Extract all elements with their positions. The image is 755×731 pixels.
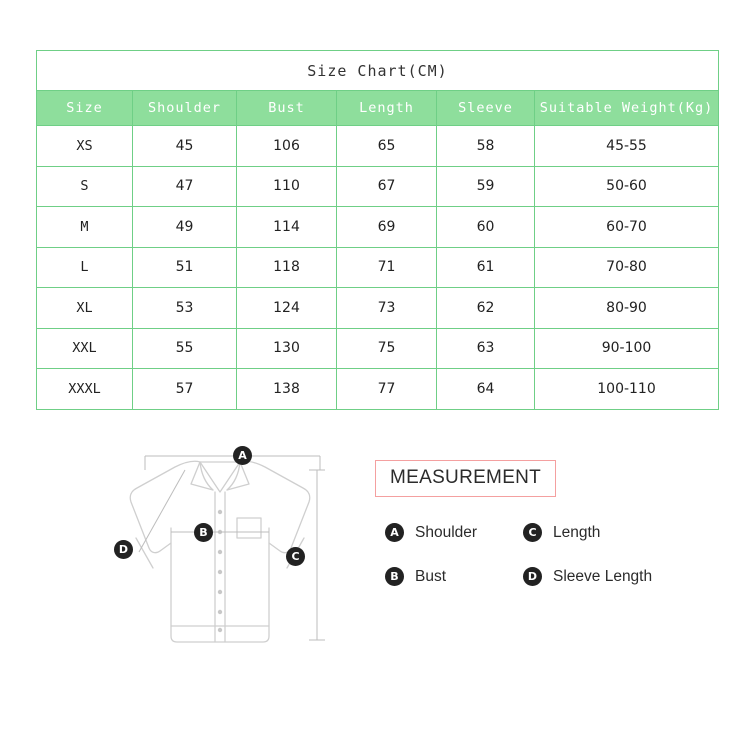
cell-size: XXXL <box>37 369 133 410</box>
cell-weight: 90-100 <box>535 328 719 369</box>
cell-size: L <box>37 247 133 288</box>
legend-item-length <box>523 523 600 542</box>
marker-a: A <box>233 446 252 465</box>
marker-b: B <box>194 523 213 542</box>
size-chart-table <box>36 50 719 410</box>
cell-bust: 114 <box>237 207 337 248</box>
cell-sleeve: 60 <box>437 207 535 248</box>
table-row <box>37 288 719 329</box>
legend-badge-b: B <box>385 567 404 586</box>
cell-size: XL <box>37 288 133 329</box>
table-row <box>37 328 719 369</box>
cell-sleeve: 58 <box>437 126 535 167</box>
cell-bust: 118 <box>237 247 337 288</box>
column-header-size: Size <box>37 91 133 126</box>
cell-weight: 80-90 <box>535 288 719 329</box>
cell-length: 71 <box>337 247 437 288</box>
table-row <box>37 166 719 207</box>
table-title-row <box>37 51 719 91</box>
legend-badge-c: C <box>523 523 542 542</box>
shirt-svg <box>105 440 335 690</box>
cell-sleeve: 61 <box>437 247 535 288</box>
cell-length: 77 <box>337 369 437 410</box>
cell-length: 67 <box>337 166 437 207</box>
cell-shoulder: 47 <box>133 166 237 207</box>
cell-weight: 70-80 <box>535 247 719 288</box>
cell-bust: 124 <box>237 288 337 329</box>
cell-sleeve: 63 <box>437 328 535 369</box>
marker-c: C <box>286 547 305 566</box>
cell-weight: 100-110 <box>535 369 719 410</box>
cell-size: XS <box>37 126 133 167</box>
table-row <box>37 126 719 167</box>
column-header-weight: Suitable Weight(Kg) <box>535 91 719 126</box>
legend-badge-a: A <box>385 523 404 542</box>
table-row <box>37 247 719 288</box>
column-header-sleeve: Sleeve <box>437 91 535 126</box>
cell-shoulder: 53 <box>133 288 237 329</box>
cell-length: 69 <box>337 207 437 248</box>
table-row <box>37 369 719 410</box>
legend-item-sleeve-length <box>523 567 652 586</box>
cell-sleeve: 59 <box>437 166 535 207</box>
cell-size: S <box>37 166 133 207</box>
measurement-legend <box>375 523 705 633</box>
cell-size: XXL <box>37 328 133 369</box>
cell-weight: 50-60 <box>535 166 719 207</box>
legend-label-shoulder: Shoulder <box>415 523 478 541</box>
cell-weight: 60-70 <box>535 207 719 248</box>
cell-bust: 138 <box>237 369 337 410</box>
legend-badge-d: D <box>523 567 542 586</box>
cell-sleeve: 62 <box>437 288 535 329</box>
legend-label-length: Length <box>553 523 601 541</box>
table-header-row <box>37 91 719 126</box>
legend-item-shoulder <box>385 523 477 542</box>
cell-shoulder: 57 <box>133 369 237 410</box>
cell-weight: 45-55 <box>535 126 719 167</box>
cell-shoulder: 51 <box>133 247 237 288</box>
cell-bust: 110 <box>237 166 337 207</box>
cell-sleeve: 64 <box>437 369 535 410</box>
cell-length: 75 <box>337 328 437 369</box>
cell-shoulder: 45 <box>133 126 237 167</box>
measurement-title: MEASUREMENT <box>375 460 556 497</box>
size-chart-table-wrap <box>36 50 718 410</box>
cell-bust: 130 <box>237 328 337 369</box>
measurement-section <box>0 430 755 730</box>
button-dots <box>218 510 222 632</box>
shirt-illustration <box>105 440 335 690</box>
column-header-shoulder: Shoulder <box>133 91 237 126</box>
cell-bust: 106 <box>237 126 337 167</box>
marker-d: D <box>114 540 133 559</box>
column-header-length: Length <box>337 91 437 126</box>
cell-shoulder: 55 <box>133 328 237 369</box>
measurement-panel <box>375 460 725 633</box>
cell-shoulder: 49 <box>133 207 237 248</box>
column-header-bust: Bust <box>237 91 337 126</box>
cell-length: 73 <box>337 288 437 329</box>
table-row <box>37 207 719 248</box>
legend-label-bust: Bust <box>415 567 447 585</box>
cell-size: M <box>37 207 133 248</box>
cell-length: 65 <box>337 126 437 167</box>
table-title: Size Chart(CM) <box>37 51 719 91</box>
legend-label-sleeve-length: Sleeve Length <box>553 567 653 585</box>
legend-item-bust <box>385 567 446 586</box>
